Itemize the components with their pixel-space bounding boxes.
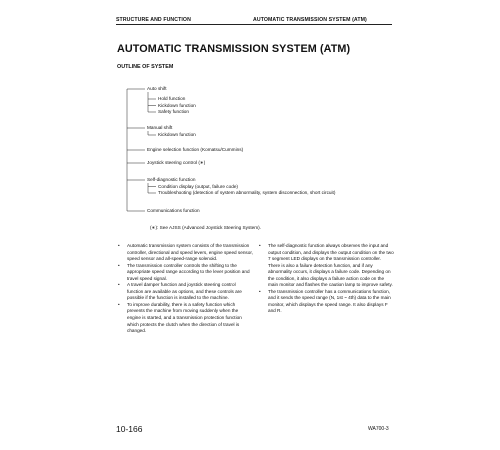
tree-manual-kickdown-function: Kickdown function bbox=[158, 132, 196, 137]
header-section-name: STRUCTURE AND FUNCTION bbox=[116, 17, 191, 23]
left-column bbox=[127, 243, 253, 335]
left-bullet-1: • Automatic transmission system consists of the transmission controller, directional and speed levers, engine speed sensor, speed sensor and all-speed-range solenoid. bbox=[127, 243, 253, 263]
tree-communications: Communications function bbox=[147, 208, 200, 213]
section-subtitle: OUTLINE OF SYSTEM bbox=[117, 64, 174, 70]
tree-auto-shift: Auto shift bbox=[147, 86, 167, 91]
tree-engine-selection: Engine selection function (Komatsu/Cummins) bbox=[147, 147, 244, 152]
tree-safety-function: Safety function bbox=[158, 109, 190, 114]
header-rule bbox=[116, 24, 392, 25]
page-title: AUTOMATIC TRANSMISSION SYSTEM (ATM) bbox=[117, 43, 351, 55]
right-bullet-2: • The transmission controller has a communications function, and it sends the speed range (N, 1st ~ 4th) data to the main monitor, which displays the speed range. It also displays F and R. bbox=[268, 289, 394, 315]
header-chapter-name: AUTOMATIC TRANSMISSION SYSTEM (ATM) bbox=[253, 17, 367, 23]
tree-condition-display: Condition display (output, failure code) bbox=[158, 183, 238, 189]
tree-self-diagnostic: Self-diagnostic function bbox=[147, 177, 196, 182]
left-bullet-3: • A travel damper function and joystick steering control function are available as options, and these controls are possible if the function is installed to the machine. bbox=[127, 282, 253, 302]
tree-joystick-steering: Joystick steering control (∗) bbox=[147, 160, 206, 165]
left-bullet-4: • To improve durability, there is a safety function which prevents the machine from moving suddenly when the engine is started, and a transmission protection function which protects the clutch when the direction of travel is changed. bbox=[127, 302, 253, 335]
right-bullet-1: • The self-diagnostic function always observes the input and output condition, and displays the output condition on the two 7 segment LED displays on the transmission controller. There is also a failure detection function, and if any abnormality occurs, it displays a failure code. Depending on the condition, it also displays a failure action code on the main monitor and flashes the caution lamp to improve safety. bbox=[268, 243, 394, 289]
document-id: WA700-3 bbox=[368, 426, 389, 432]
tree-troubleshooting: Troubleshooting (detection of system abnormality, system disconnection, short circuit) bbox=[158, 190, 336, 195]
left-bullet-2: • The transmission controller controls the shifting to the appropriate speed range according to the lever position and travel speed signal. bbox=[127, 263, 253, 283]
page-number: 10-166 bbox=[116, 424, 143, 434]
tree-kickdown-function: Kickdown function bbox=[158, 102, 196, 108]
tree-manual-shift: Manual shift bbox=[147, 125, 173, 130]
tree-hold-function: Hold function bbox=[158, 96, 186, 101]
right-column bbox=[268, 243, 394, 315]
footnote-ajss: (∗): See AJSS (Advanced Joystick Steering System). bbox=[150, 225, 262, 230]
